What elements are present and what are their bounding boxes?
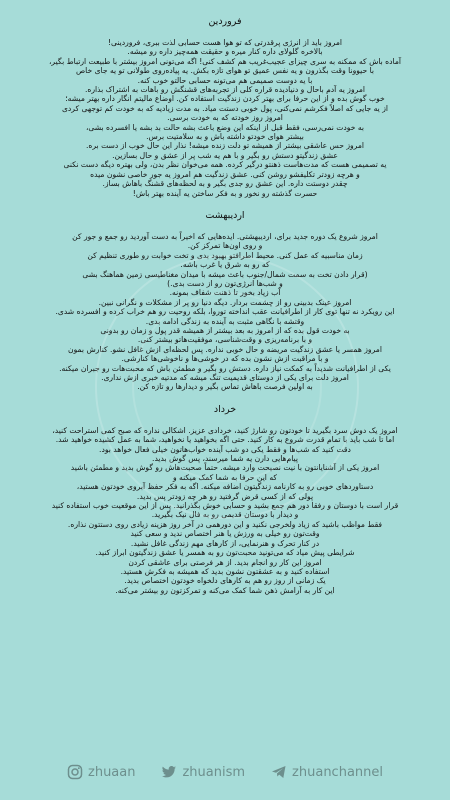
paragraph: به خودت نمی‌رسی، فقط قبل از اینکه این وضع باعث بشه حالت بد بشه یا افسرده بشی، بیشتر هوای خودتو داشته باش و به سلامتیت برس. [85, 122, 365, 142]
paragraph: امروز یه آدم باحال و دنیادیده قراره کلی از تجربه‌های قشنگش رو باهات به اشتراک بذاره. خوب گوش بده و از این حرفا برای بهتر کردن زندگیت استفاده کن. اوضاع مالیتم انگار داره بهتر میشه؛ از یه جایی که اصلاً فکرشم نمی‌کنی، پول خوبی دستت میاد. به مدت زیادیه که به خودت کم توجهی کردی امروز روز خودته که به خودت برسی. [61, 85, 388, 123]
telegram-handle[interactable] [271, 764, 383, 780]
twitter-handle-text: zhuanism [182, 764, 246, 780]
section-title: فروردین [208, 16, 242, 27]
telegram-icon [271, 764, 287, 780]
paragraph: امروز همسر یا عشق زندگیت مریضه و حال خوبی نداره. پس لحظه‌ای ازش غافل نشو. کنارش بمون و با مراقبت ازش نشون بده که در خوشی‌ها و ناخوشی‌ها کنارشی. [68, 344, 382, 364]
paragraph: آماده باش که ممکنه به سری چیزای عجیب‌غریب هم کشف کنی! اگه می‌تونی امروز بیشتر با طبیعت ارتباط بگیر، با حیوونا وقت بگذرون و یه نفس عمیق تو هوای تازه بکش. یه پیاده‌روی طولانی تو یه جای خاص با یه دوست صمیمی هم می‌تونه حسابی حالتو خوب کنه. [48, 56, 402, 85]
social-footer [0, 760, 450, 784]
paragraph: امروز یکی از آشنایانتون با نیت نصیحت وارد میشه. حتماً صحبت‌هاش رو گوش بدید و مطمئن باشید که این حرفا به شما کمک میکنه و [70, 463, 380, 482]
paragraph: امروز یک دوش سرد بگیرید تا خودتون رو شارژ کنید، خردادی عزیز. اشکالی نداره که صبح کمی استراحت کنید، اما تا شب باید با تمام قدرت شروع به کار کنید. حتی اگه بخواهید یا نخواهید، شما به عمل کشیده خواهید شد. دقت کنید که شب‌ها و فقط یکی دو شب آینده خواب‌هاتون خیلی فعال خواهد بود. پیام‌هایی دارن یه شما میرسند، پس گوش بدید. [52, 425, 398, 464]
section-title: اردیبهشت [205, 209, 245, 221]
instagram-handle[interactable] [67, 764, 135, 780]
paragraph: دستاوردهای خوبی رو به کارنامه زندگیتون اضافه میکنه. اگه به فکر حفظ آبروی خودتون هستید، پولی که از کسی قرض گرفتید رو هر چه زودتر پس بدید. [76, 482, 374, 501]
paragraph: (قرار دادن تخت به سمت شمال/جنوب باعث میشه با میدان مغناطیسی زمین هماهنگ بشی و شب‌ها انرژی‌تون رو از دست بدی.) [82, 269, 368, 288]
section-ordibehesht [18, 210, 432, 392]
paragraph: قرار است با دوستان و رفقا دور هم جمع بشید و حسابی خوش بگذرانید. پس از این موقعیت خوب استفاده کنید و دیدار با دوستان قدیمی رو به فال نیک بگیرید. [51, 501, 399, 520]
paragraph: یک زمانی از روز رو هم به کارهای دلخواه خودتون اختصاص بدید. این کار به آرامش ذهن شما کمک می‌کنه و تمرکزتون رو بیشتر می‌کنه. [115, 576, 335, 595]
paragraph: آب زیاد بخور تا ذهنت شفاف بمونه. [169, 288, 281, 298]
section-farvardin [18, 16, 432, 198]
section-title: خرداد [213, 403, 237, 415]
paragraph: به خودت قول بده که از امروز به بعد بیشتر از همیشه قدر پول و زمان رو بدونی و با برنامه‌ریزی و وقت‌شناسی، موفقیت‌هاتو بیشتر کنی. [100, 325, 350, 345]
paragraph: زمان مناسبیه که عمل کنی. محیط اطرافتو بهبود بدی و تخت خوابت رو طوری تنظیم کن که رو به شرق یا غرب باشه. [87, 250, 363, 270]
paragraph: فقط مواظب باشید که زیاد ولخرجی نکنید و این دورهمی در آخر روز هزینه زیادی روی دستتون نذاره. وقت‌تون رو خیلی به ورزش یا هنر اختصاص ندید و سعی کنید در کنار تحرک و هنرنمایی، از کارهای مهم زندگی غافل نشید. [67, 519, 383, 548]
paragraph: یکی از اطرافیانت شدیداً به کمکت نیاز داره. دستش رو بگیر و مطمئن باش که محبت‌هات رو جبران میکنه. امروز دلت برای یکی از دوستای قدیمیت تنگ میشه که مدتیه خبری ازش نداری. به اولین فرصت باهاش تماس بگیر و دیدارها رو تازه کن. [59, 363, 391, 392]
paragraph: شرایطی پیش میاد که می‌تونید محبت‌تون رو به همسر یا عشق زندگیتون ابراز کنید. امروز این کار رو انجام بدید. از هر فرصتی برای عاشقی کردن استفاده کنید و به عشقتون نشون بدید که همیشه به فکرش هستید. [95, 548, 355, 576]
twitter-icon [161, 764, 177, 780]
paragraph: امروز حس عاشقی بیشتر از همیشه تو دلت زنده میشه! نذار این حال خوب از دست بره. عشق زندگیتو دستش رو بگیر و با هم یه شب پر از عشق و حال بسازین. یه تصمیمی هست که مدت‌هاست ذهنتو درگیر کرده. همه می‌خوان نظر بدن، ولی بهتره دیگه دست نکنی و هرچه زودتر تکلیفشو روشن کنی. عشق زندگیت هم امروز یه جور خاصی نشون میده چقدر دوستت داره. این عشق رو جدی بگیر و به لحظه‌های قشنگ باهاش بساز. حسرت گذشته رو نخور و به فکر ساختن یه آینده بهتر باش! [63, 141, 387, 198]
twitter-handle[interactable] [161, 764, 245, 780]
section-khordad [18, 404, 432, 595]
paragraph: امروز عینک بدبینی رو از چشمت بردار. دیگه دنیا رو پر از مشکلات و نگرانی نبین. این رویکرد نه تنها توی کار از اطرافیانت عقب انداخته توروا، بلکه روحیت رو هم خراب کرده و افسرده شدی. وقتشه با نگاهی مثبت به آینده به زندگی ادامه بدی. [55, 297, 395, 326]
paragraph: امروز باید از انرژی پرقدرتی که تو هوا هست حسابی لذت ببری، فروردینی! بالاخره گلولای داره کنار میره و حقیقت همه‌چیز داره رو میشه. [108, 38, 342, 57]
telegram-handle-text: zhuanchannel [292, 764, 383, 780]
instagram-handle-text: zhuaan [88, 764, 136, 780]
instagram-icon [67, 764, 83, 780]
paragraph: امروز شروع یک دوره جدید برای، اردیبهشتی. ایده‌هایی که اخیراً به دست آوردید رو جمع و جور کن و روی اون‌ها تمرکز کن. [72, 231, 378, 251]
